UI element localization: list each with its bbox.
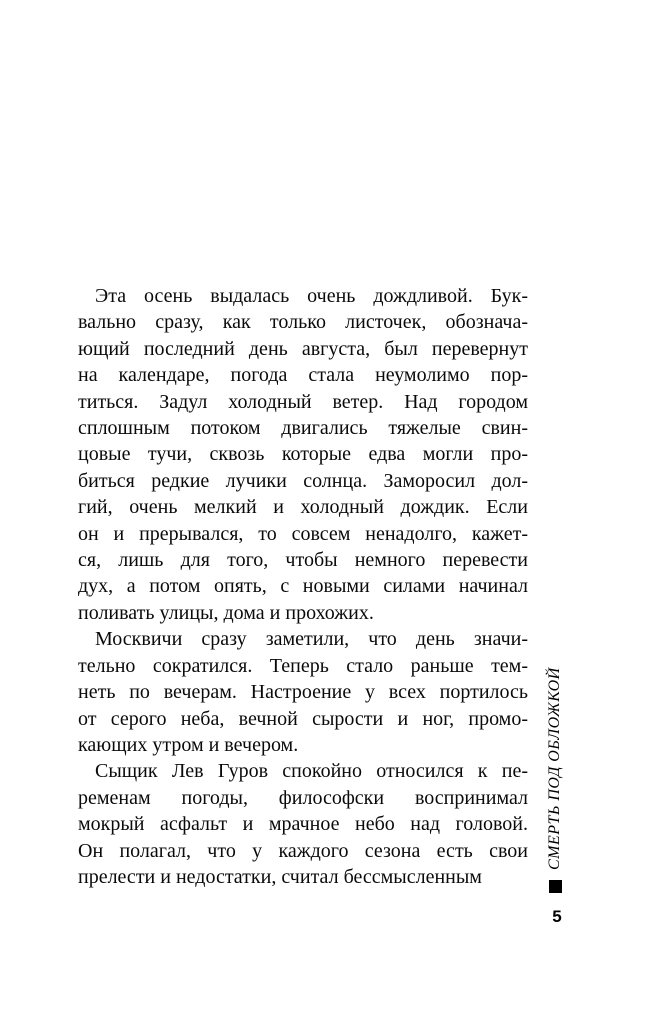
text-line: Сыщик Лев Гуров спокойно относился к пе- [95,760,528,783]
text-line: цовые тучи, сквозь которые едва могли про- [78,443,528,466]
running-title-strip [543,648,567,893]
text-line: прелести и недостатки, считал бессмысленным [78,865,482,888]
text-line: гий, очень мелкий и холодный дождик. Если [78,496,528,519]
text-line: ременам погоды, философски воспринимал [78,786,528,809]
paragraph [78,283,528,626]
text-line: Москвичи сразу заметили, что день значи- [95,628,528,651]
text-line: Эта осень выдалась очень дождливой. Бук- [95,285,528,307]
paragraph [78,758,528,890]
text-line: неть по вечерам. Настроение у всех портилось [78,681,528,704]
text-line: ся, лишь для того, чтобы немного перевести [78,549,528,572]
square-marker-icon [549,880,562,893]
page-number: 5 [552,907,562,926]
text-line: от серого неба, вечной сырости и ног, промо- [78,707,528,730]
text-line: вально сразу, как только листочек, обознача- [78,311,528,334]
text-line: Он полагал, что у каждого сезона есть свои [78,839,528,862]
text-line: кающих утром и вечером. [78,733,299,756]
text-line: биться редкие лучики солнца. Заморосил дол- [78,469,528,492]
text-line: мокрый асфальт и мрачное небо над головой. [78,813,528,836]
text-line: дух, а потом опять, с новыми силами начинал [78,575,528,598]
paragraph [78,626,528,758]
text-line: ющий последний день августа, был перевернут [78,337,528,360]
text-line: он и прерывался, то совсем ненадолго, кажет- [78,522,528,545]
running-title: СМЕРТЬ ПОД ОБЛОЖКОЙ [546,667,563,870]
text-line: на календаре, погода стала неумолимо пор- [78,364,528,387]
body-text [78,283,528,890]
text-line: титься. Задул холодный ветер. Над городом [78,390,528,413]
text-line: тельно сократился. Теперь стало раньше тем- [78,654,528,677]
text-line: сплошным потоком двигались тяжелые свин- [78,417,528,440]
text-line: поливать улицы, дома и прохожих. [78,601,374,624]
